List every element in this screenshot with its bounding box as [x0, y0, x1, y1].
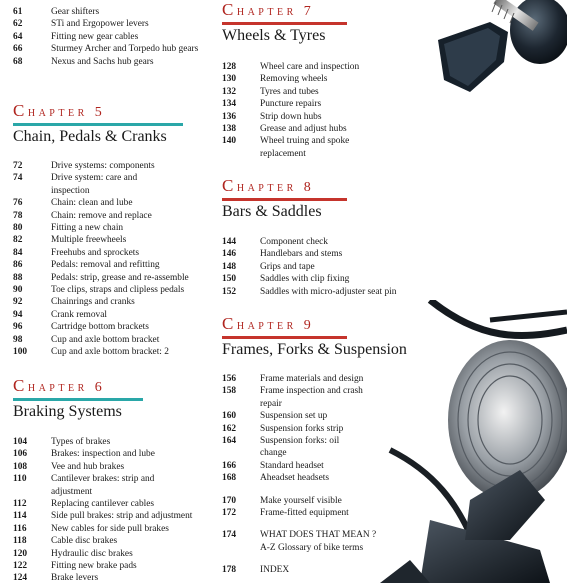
toc-entry[interactable]: 108 Vee and hub brakes: [13, 461, 125, 472]
chapter-label: Chapter 6: [13, 376, 106, 395]
toc-entry[interactable]: 172 Frame-fitted equipment: [222, 508, 349, 519]
extra-entries: [222, 495, 462, 520]
toc-entry[interactable]: 118 Cable disc brakes: [13, 536, 118, 547]
toc-top-entries: [13, 6, 213, 68]
chapter-label: Chapter 7: [222, 0, 315, 19]
chapter-6-section: [13, 378, 213, 585]
toc-entry[interactable]: 66 Sturmey Archer and Torpedo hub gears: [13, 44, 199, 55]
toc-entry[interactable]: 162 Suspension forks strip: [222, 423, 344, 434]
toc-entry[interactable]: 130 Removing wheels: [222, 74, 328, 85]
toc-entry[interactable]: 64 Fitting new gear cables: [13, 31, 139, 42]
chapter-title: Wheels & Tyres: [222, 27, 326, 44]
toc-entry[interactable]: 146 Handlebars and stems: [222, 249, 343, 260]
toc-entry[interactable]: 61 Gear shifters: [13, 7, 100, 17]
chapter-title: Frames, Forks & Suspension: [222, 341, 407, 358]
toc-entry[interactable]: 168 Aheadset headsets: [222, 473, 329, 484]
toc-entry[interactable]: 166 Standard headset: [222, 460, 324, 471]
toc-entry[interactable]: 90 Toe clips, straps and clipless pedals: [13, 285, 185, 296]
chapter-rule: [222, 336, 347, 339]
toc-entry[interactable]: 98 Cup and axle bottom bracket: [13, 334, 160, 345]
chapter-label: Chapter 8: [222, 176, 315, 195]
toc-entry-index[interactable]: 178 INDEX: [222, 565, 290, 576]
chapter-rule: [13, 398, 143, 401]
toc-entry[interactable]: 110 Cantilever brakes: strip and adjustment: [13, 474, 155, 497]
chapter-entries: [222, 236, 452, 298]
chapter-entries: [13, 160, 213, 359]
toc-entry[interactable]: 124 Brake levers: [13, 573, 99, 584]
toc-entry[interactable]: 116 New cables for side pull brakes: [13, 523, 169, 534]
toc-entry[interactable]: 100 Cup and axle bottom bracket: 2: [13, 347, 169, 358]
glossary-title: WHAT DOES THAT MEAN ?: [260, 530, 377, 541]
toc-entry[interactable]: 134 Puncture repairs: [222, 99, 322, 110]
toc-entry[interactable]: 122 Fitting new brake pads: [13, 561, 137, 572]
headset-photo: [430, 0, 567, 95]
chapter-rule: [13, 123, 183, 126]
toc-entry-glossary[interactable]: 174 WHAT DOES THAT MEAN ? A-Z Glossary of bike terms: [222, 530, 377, 553]
toc-entry[interactable]: 72 Drive systems: components: [13, 161, 155, 171]
toc-entry[interactable]: 152 Saddles with micro-adjuster seat pin: [222, 286, 397, 297]
toc-entry[interactable]: 156 Frame materials and design: [222, 374, 364, 384]
chapter-7-section: [222, 2, 397, 160]
toc-entry[interactable]: 106 Brakes: inspection and lube: [13, 449, 155, 460]
toc-entry[interactable]: 92 Chainrings and cranks: [13, 297, 135, 308]
chapter-5-section: [13, 103, 213, 359]
toc-entry[interactable]: 140 Wheel truing and spoke replacement: [222, 136, 350, 159]
toc-entry[interactable]: 164 Suspension forks: oil change: [222, 436, 340, 459]
toc-entry[interactable]: 104 Types of brakes: [13, 437, 111, 447]
toc-entry[interactable]: 68 Nexus and Sachs hub gears: [13, 56, 154, 67]
toc-entry[interactable]: 96 Cartridge bottom brackets: [13, 322, 149, 333]
toc-entry[interactable]: 114 Side pull brakes: strip and adjustment: [13, 511, 193, 522]
chapter-label: Chapter 5: [13, 101, 106, 120]
toc-entry[interactable]: 120 Hydraulic disc brakes: [13, 548, 133, 559]
chapter-title: Braking Systems: [13, 403, 122, 420]
toc-entry[interactable]: 86 Pedals: removal and refitting: [13, 260, 160, 271]
chapter-entries: [13, 436, 213, 585]
toc-entry[interactable]: 132 Tyres and tubes: [222, 86, 319, 97]
chapter-title: Bars & Saddles: [222, 203, 322, 220]
toc-entry[interactable]: 158 Frame inspection and crash repair: [222, 386, 363, 409]
toc-entry[interactable]: 94 Crank removal: [13, 309, 107, 320]
chapter-8-section: [222, 178, 452, 298]
toc-entry[interactable]: 160 Suspension set up: [222, 411, 328, 422]
chapter-rule: [222, 22, 347, 25]
chapter-entries: [222, 61, 397, 160]
chapter-title: Chain, Pedals & Cranks: [13, 128, 167, 145]
glossary-entry: [222, 529, 462, 554]
toc-entry[interactable]: 78 Chain: remove and replace: [13, 210, 152, 221]
chapter-rule: [222, 198, 347, 201]
toc-entry[interactable]: 62 STi and Ergopower levers: [13, 19, 149, 30]
toc-entry[interactable]: 136 Strip down hubs: [222, 111, 322, 122]
toc-entry[interactable]: 76 Chain: clean and lube: [13, 198, 133, 209]
toc-entry[interactable]: 144 Component check: [222, 237, 328, 247]
toc-entry[interactable]: 138 Grease and adjust hubs: [222, 124, 347, 135]
toc-entry[interactable]: 88 Pedals: strip, grease and re-assemble: [13, 272, 189, 283]
chapter-9-section: [222, 316, 462, 577]
toc-entry[interactable]: 150 Saddles with clip fixing: [222, 274, 350, 285]
toc-entry[interactable]: 82 Multiple freewheels: [13, 235, 127, 246]
glossary-subtitle: A-Z Glossary of bike terms: [260, 542, 364, 553]
toc-entry[interactable]: 148 Grips and tape: [222, 261, 315, 272]
index-entry: [222, 564, 462, 576]
chapter-entries: [222, 373, 462, 485]
toc-entry[interactable]: 84 Freehubs and sprockets: [13, 247, 140, 258]
chapter-label: Chapter 9: [222, 314, 315, 333]
toc-entry[interactable]: 112 Replacing cantilever cables: [13, 499, 155, 510]
toc-entry[interactable]: 128 Wheel care and inspection: [222, 62, 360, 72]
toc-entry[interactable]: 170 Make yourself visible: [222, 495, 342, 506]
toc-entry[interactable]: 74 Drive system: care and inspection: [13, 173, 138, 196]
toc-entry[interactable]: 80 Fitting a new chain: [13, 223, 124, 234]
